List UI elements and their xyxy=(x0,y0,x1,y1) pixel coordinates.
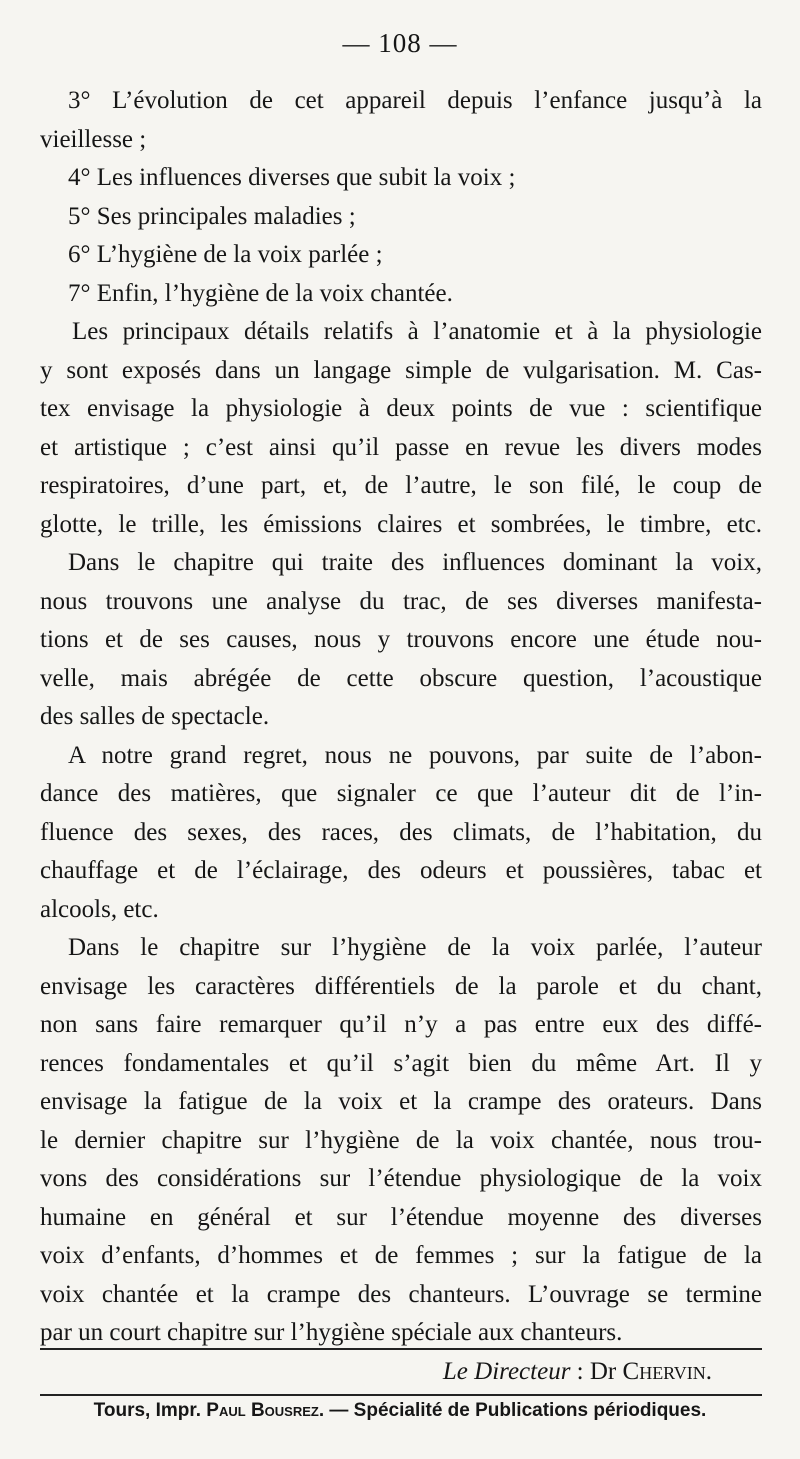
signature-title: Dr xyxy=(589,1358,617,1385)
body-text xyxy=(40,82,762,1353)
footer-prefix: Tours, Impr. xyxy=(93,1400,207,1421)
text-line: envisage la fatigue de la voix et la crampe des orateurs. Dans xyxy=(40,1088,762,1115)
text-line: chauffage et de l’éclairage, des odeurs et poussières, tabac et xyxy=(40,857,762,884)
signature-rule xyxy=(40,1348,762,1350)
page-number: — 108 — xyxy=(342,28,458,58)
signature-name: Chervin. xyxy=(622,1358,712,1385)
text-line: tions et de ses causes, nous y trouvons encore une étude nou- xyxy=(40,626,762,653)
text-line: des salles de spectacle. xyxy=(40,703,270,730)
text-line: fluence des sexes, des races, des climats, de l’habitation, du xyxy=(40,818,762,846)
text-line: 6° L’hygiène de la voix parlée ; xyxy=(68,241,383,268)
text-line: tex envisage la physiologie à deux points de vue : scientifique xyxy=(40,395,762,422)
footer-suffix: — Spécialité de Publications périodiques. xyxy=(324,1400,707,1421)
text-line: humaine en général et sur l’étendue moyenne des diverses xyxy=(40,1203,762,1231)
text-line: et artistique ; c’est ainsi qu’il passe en revue les divers modes xyxy=(40,433,762,461)
text-line: nous trouvons une analyse du trac, de ses diverses manifesta- xyxy=(40,587,762,615)
text-line: A notre grand regret, nous ne pouvons, par suite de l’abon- xyxy=(68,741,762,769)
text-line: voix chantée et la crampe des chanteurs. L’ouvrage se termine xyxy=(40,1280,762,1308)
text-line: dance des matières, que signaler ce que l’auteur dit de l’in- xyxy=(40,780,762,807)
text-line: 4° Les influences diverses que subit la voix ; xyxy=(68,164,516,191)
text-line: Dans le chapitre sur l’hygiène de la voix parlée, l’auteur xyxy=(68,934,762,961)
text-line: envisage les caractères différentiels de la parole et du chant, xyxy=(40,972,762,1000)
text-line: 5° Ses principales maladies ; xyxy=(68,202,356,230)
signature-separator: : xyxy=(570,1358,590,1385)
text-line: rences fondamentales et qu’il s’agit bien du même Art. Il y xyxy=(40,1049,762,1077)
text-line: voix d’enfants, d’hommes et de femmes ; sur la fatigue de la xyxy=(40,1242,762,1269)
text-line: vieillesse ; xyxy=(40,125,147,153)
text-line: glotte, le trille, les émissions claires et sombrées, le timbre, etc. xyxy=(40,510,762,538)
signature-role: Le Directeur xyxy=(442,1358,571,1385)
text-line: respiratoires, d’une part, et, de l’autre, le son filé, le coup de xyxy=(40,472,762,499)
signature xyxy=(40,1352,712,1392)
text-line: 7° Enfin, l’hygiène de la voix chantée. xyxy=(68,279,453,307)
text-line: non sans faire remarquer qu’il n’y a pas entre eux des diffé- xyxy=(40,1011,762,1038)
text-line: alcools, etc. xyxy=(40,895,159,923)
text-line: vons des considérations sur l’étendue physiologique de la voix xyxy=(40,1165,762,1192)
footer-printer: Paul Bousrez. xyxy=(206,1400,325,1421)
text-line: velle, mais abrégée de cette obscure question, l’acoustique xyxy=(40,664,762,692)
printer-footer xyxy=(0,1400,800,1422)
text-line: le dernier chapitre sur l’hygiène de la voix chantée, nous trou- xyxy=(40,1126,762,1154)
text-line: Dans le chapitre qui traite des influences dominant la voix, xyxy=(68,549,762,576)
text-line: 3° L’évolution de cet appareil depuis l’enfance jusqu’à la xyxy=(68,87,762,114)
text-line: y sont exposés dans un langage simple de vulgarisation. M. Cas- xyxy=(40,356,762,384)
text-line: par un court chapitre sur l’hygiène spéciale aux chanteurs. xyxy=(40,1319,623,1346)
footer-rule xyxy=(40,1394,762,1396)
text-line: Les principaux détails relatifs à l’anatomie et à la physiologie xyxy=(72,318,762,345)
